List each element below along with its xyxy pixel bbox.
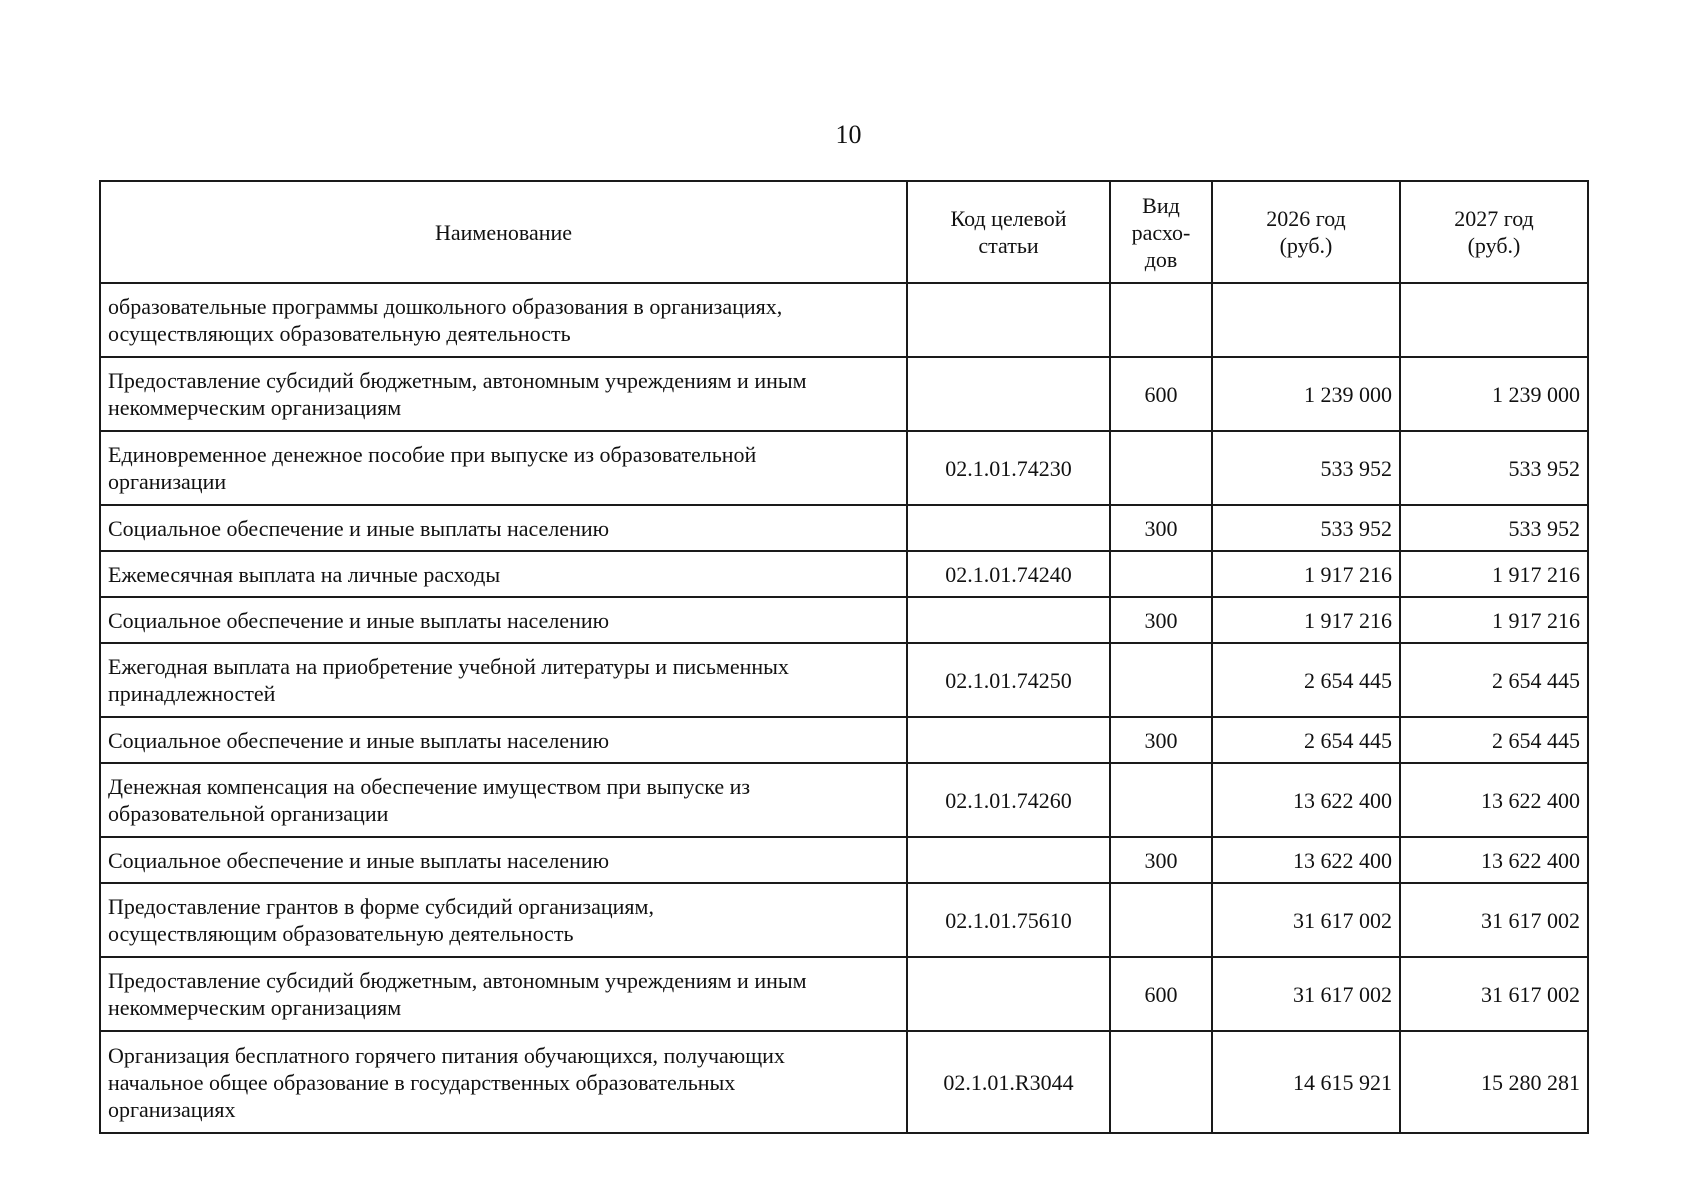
- row-year-2027: 533 952: [1400, 431, 1588, 505]
- row-kind: [1110, 763, 1212, 837]
- row-year-2026: 31 617 002: [1212, 957, 1400, 1031]
- header-year-line: (руб.): [1467, 233, 1521, 258]
- row-year-2027: 2 654 445: [1400, 643, 1588, 717]
- row-name: Ежемесячная выплата на личные расходы: [100, 551, 907, 597]
- row-year-2026: [1212, 283, 1400, 357]
- row-year-2026: 2 654 445: [1212, 643, 1400, 717]
- row-name: [100, 643, 907, 717]
- row-code: 02.1.01.75610: [907, 883, 1110, 957]
- row-year-2026: 533 952: [1212, 505, 1400, 551]
- row-code: [907, 357, 1110, 431]
- header-code: [907, 181, 1110, 283]
- row-kind: 600: [1110, 357, 1212, 431]
- row-name: Социальное обеспечение и иные выплаты населению: [100, 505, 907, 551]
- row-name-line: принадлежностей: [108, 681, 276, 706]
- row-year-2026: 1 917 216: [1212, 551, 1400, 597]
- table-row: [100, 883, 1588, 957]
- row-name-line: Предоставление субсидий бюджетным, автономным учреждениям и иным: [108, 968, 807, 993]
- table-row: [100, 431, 1588, 505]
- row-kind: 300: [1110, 717, 1212, 763]
- header-code-line: статьи: [978, 233, 1039, 258]
- row-kind: [1110, 283, 1212, 357]
- row-kind: [1110, 1031, 1212, 1133]
- table-row: [100, 505, 1588, 551]
- row-year-2027: 1 917 216: [1400, 597, 1588, 643]
- header-code-line: Код целевой: [950, 206, 1067, 231]
- table-row: [100, 1031, 1588, 1133]
- header-kind: [1110, 181, 1212, 283]
- row-kind: [1110, 643, 1212, 717]
- row-kind: [1110, 551, 1212, 597]
- row-year-2027: [1400, 283, 1588, 357]
- page-number: 10: [835, 120, 862, 149]
- row-name-line: Предоставление субсидий бюджетным, автономным учреждениям и иным: [108, 368, 807, 393]
- row-name: Социальное обеспечение и иные выплаты населению: [100, 837, 907, 883]
- row-name: [100, 957, 907, 1031]
- table-row: [100, 717, 1588, 763]
- row-name-line: образовательной организации: [108, 801, 389, 826]
- row-code: 02.1.01.74250: [907, 643, 1110, 717]
- row-name: Социальное обеспечение и иные выплаты населению: [100, 717, 907, 763]
- row-kind: 300: [1110, 837, 1212, 883]
- row-year-2027: 1 239 000: [1400, 357, 1588, 431]
- row-name-line: организации: [108, 469, 227, 494]
- row-code: 02.1.01.R3044: [907, 1031, 1110, 1133]
- row-code: [907, 837, 1110, 883]
- row-kind: [1110, 883, 1212, 957]
- row-code: [907, 597, 1110, 643]
- header-year-2026: [1212, 181, 1400, 283]
- row-year-2026: 14 615 921: [1212, 1031, 1400, 1133]
- row-kind: 600: [1110, 957, 1212, 1031]
- row-year-2027: 15 280 281: [1400, 1031, 1588, 1133]
- row-name: [100, 883, 907, 957]
- row-year-2027: 533 952: [1400, 505, 1588, 551]
- row-year-2027: 31 617 002: [1400, 883, 1588, 957]
- table-row: [100, 643, 1588, 717]
- row-code: 02.1.01.74230: [907, 431, 1110, 505]
- row-name: [100, 763, 907, 837]
- row-year-2027: 31 617 002: [1400, 957, 1588, 1031]
- row-name: [100, 357, 907, 431]
- row-year-2027: 1 917 216: [1400, 551, 1588, 597]
- row-name-line: осуществляющих образовательную деятельность: [108, 321, 571, 346]
- row-name-line: начальное общее образование в государственных образовательных: [108, 1069, 736, 1095]
- row-year-2026: 13 622 400: [1212, 837, 1400, 883]
- header-kind-line: дов: [1144, 246, 1178, 272]
- row-year-2027: 2 654 445: [1400, 717, 1588, 763]
- table-row: [100, 283, 1588, 357]
- row-code: [907, 717, 1110, 763]
- row-year-2026: 13 622 400: [1212, 763, 1400, 837]
- row-name-line: Организация бесплатного горячего питания обучающихся, получающих: [108, 1042, 785, 1068]
- table-row: [100, 551, 1588, 597]
- row-year-2026: 1 917 216: [1212, 597, 1400, 643]
- table-row: [100, 763, 1588, 837]
- header-name: Наименование: [100, 181, 907, 283]
- row-kind: 300: [1110, 597, 1212, 643]
- row-name: [100, 1031, 907, 1133]
- row-name-line: Единовременное денежное пособие при выпуске из образовательной: [108, 442, 757, 467]
- row-kind: [1110, 431, 1212, 505]
- row-year-2026: 1 239 000: [1212, 357, 1400, 431]
- row-year-2026: 2 654 445: [1212, 717, 1400, 763]
- row-name: [100, 431, 907, 505]
- row-year-2026: 31 617 002: [1212, 883, 1400, 957]
- row-kind: 300: [1110, 505, 1212, 551]
- row-year-2027: 13 622 400: [1400, 763, 1588, 837]
- budget-table: [99, 180, 1589, 1134]
- row-code: 02.1.01.74240: [907, 551, 1110, 597]
- table-header-row: [100, 181, 1588, 283]
- row-year-2026: 533 952: [1212, 431, 1400, 505]
- row-year-2027: 13 622 400: [1400, 837, 1588, 883]
- header-year-2027: [1400, 181, 1588, 283]
- row-code: 02.1.01.74260: [907, 763, 1110, 837]
- table-row: [100, 957, 1588, 1031]
- table-row: [100, 357, 1588, 431]
- table-row: [100, 837, 1588, 883]
- table-row: [100, 597, 1588, 643]
- row-code: [907, 505, 1110, 551]
- header-kind-line: расхо-: [1131, 219, 1191, 245]
- row-name-line: Денежная компенсация на обеспечение имуществом при выпуске из: [108, 774, 751, 799]
- row-name-line: образовательные программы дошкольного образования в организациях,: [108, 294, 783, 319]
- row-name-line: организациях: [108, 1096, 236, 1122]
- header-kind-line: Вид: [1142, 192, 1180, 218]
- header-year-line: 2026 год: [1266, 206, 1346, 231]
- row-name: Социальное обеспечение и иные выплаты населению: [100, 597, 907, 643]
- header-year-line: (руб.): [1279, 233, 1333, 258]
- row-name-line: некоммерческим организациям: [108, 995, 402, 1020]
- header-year-line: 2027 год: [1454, 206, 1534, 231]
- row-code: [907, 957, 1110, 1031]
- row-name-line: некоммерческим организациям: [108, 395, 402, 420]
- row-code: [907, 283, 1110, 357]
- row-name-line: осуществляющим образовательную деятельность: [108, 921, 574, 946]
- row-name-line: Предоставление грантов в форме субсидий организациям,: [108, 894, 654, 919]
- row-name: [100, 283, 907, 357]
- row-name-line: Ежегодная выплата на приобретение учебной литературы и письменных: [108, 654, 789, 679]
